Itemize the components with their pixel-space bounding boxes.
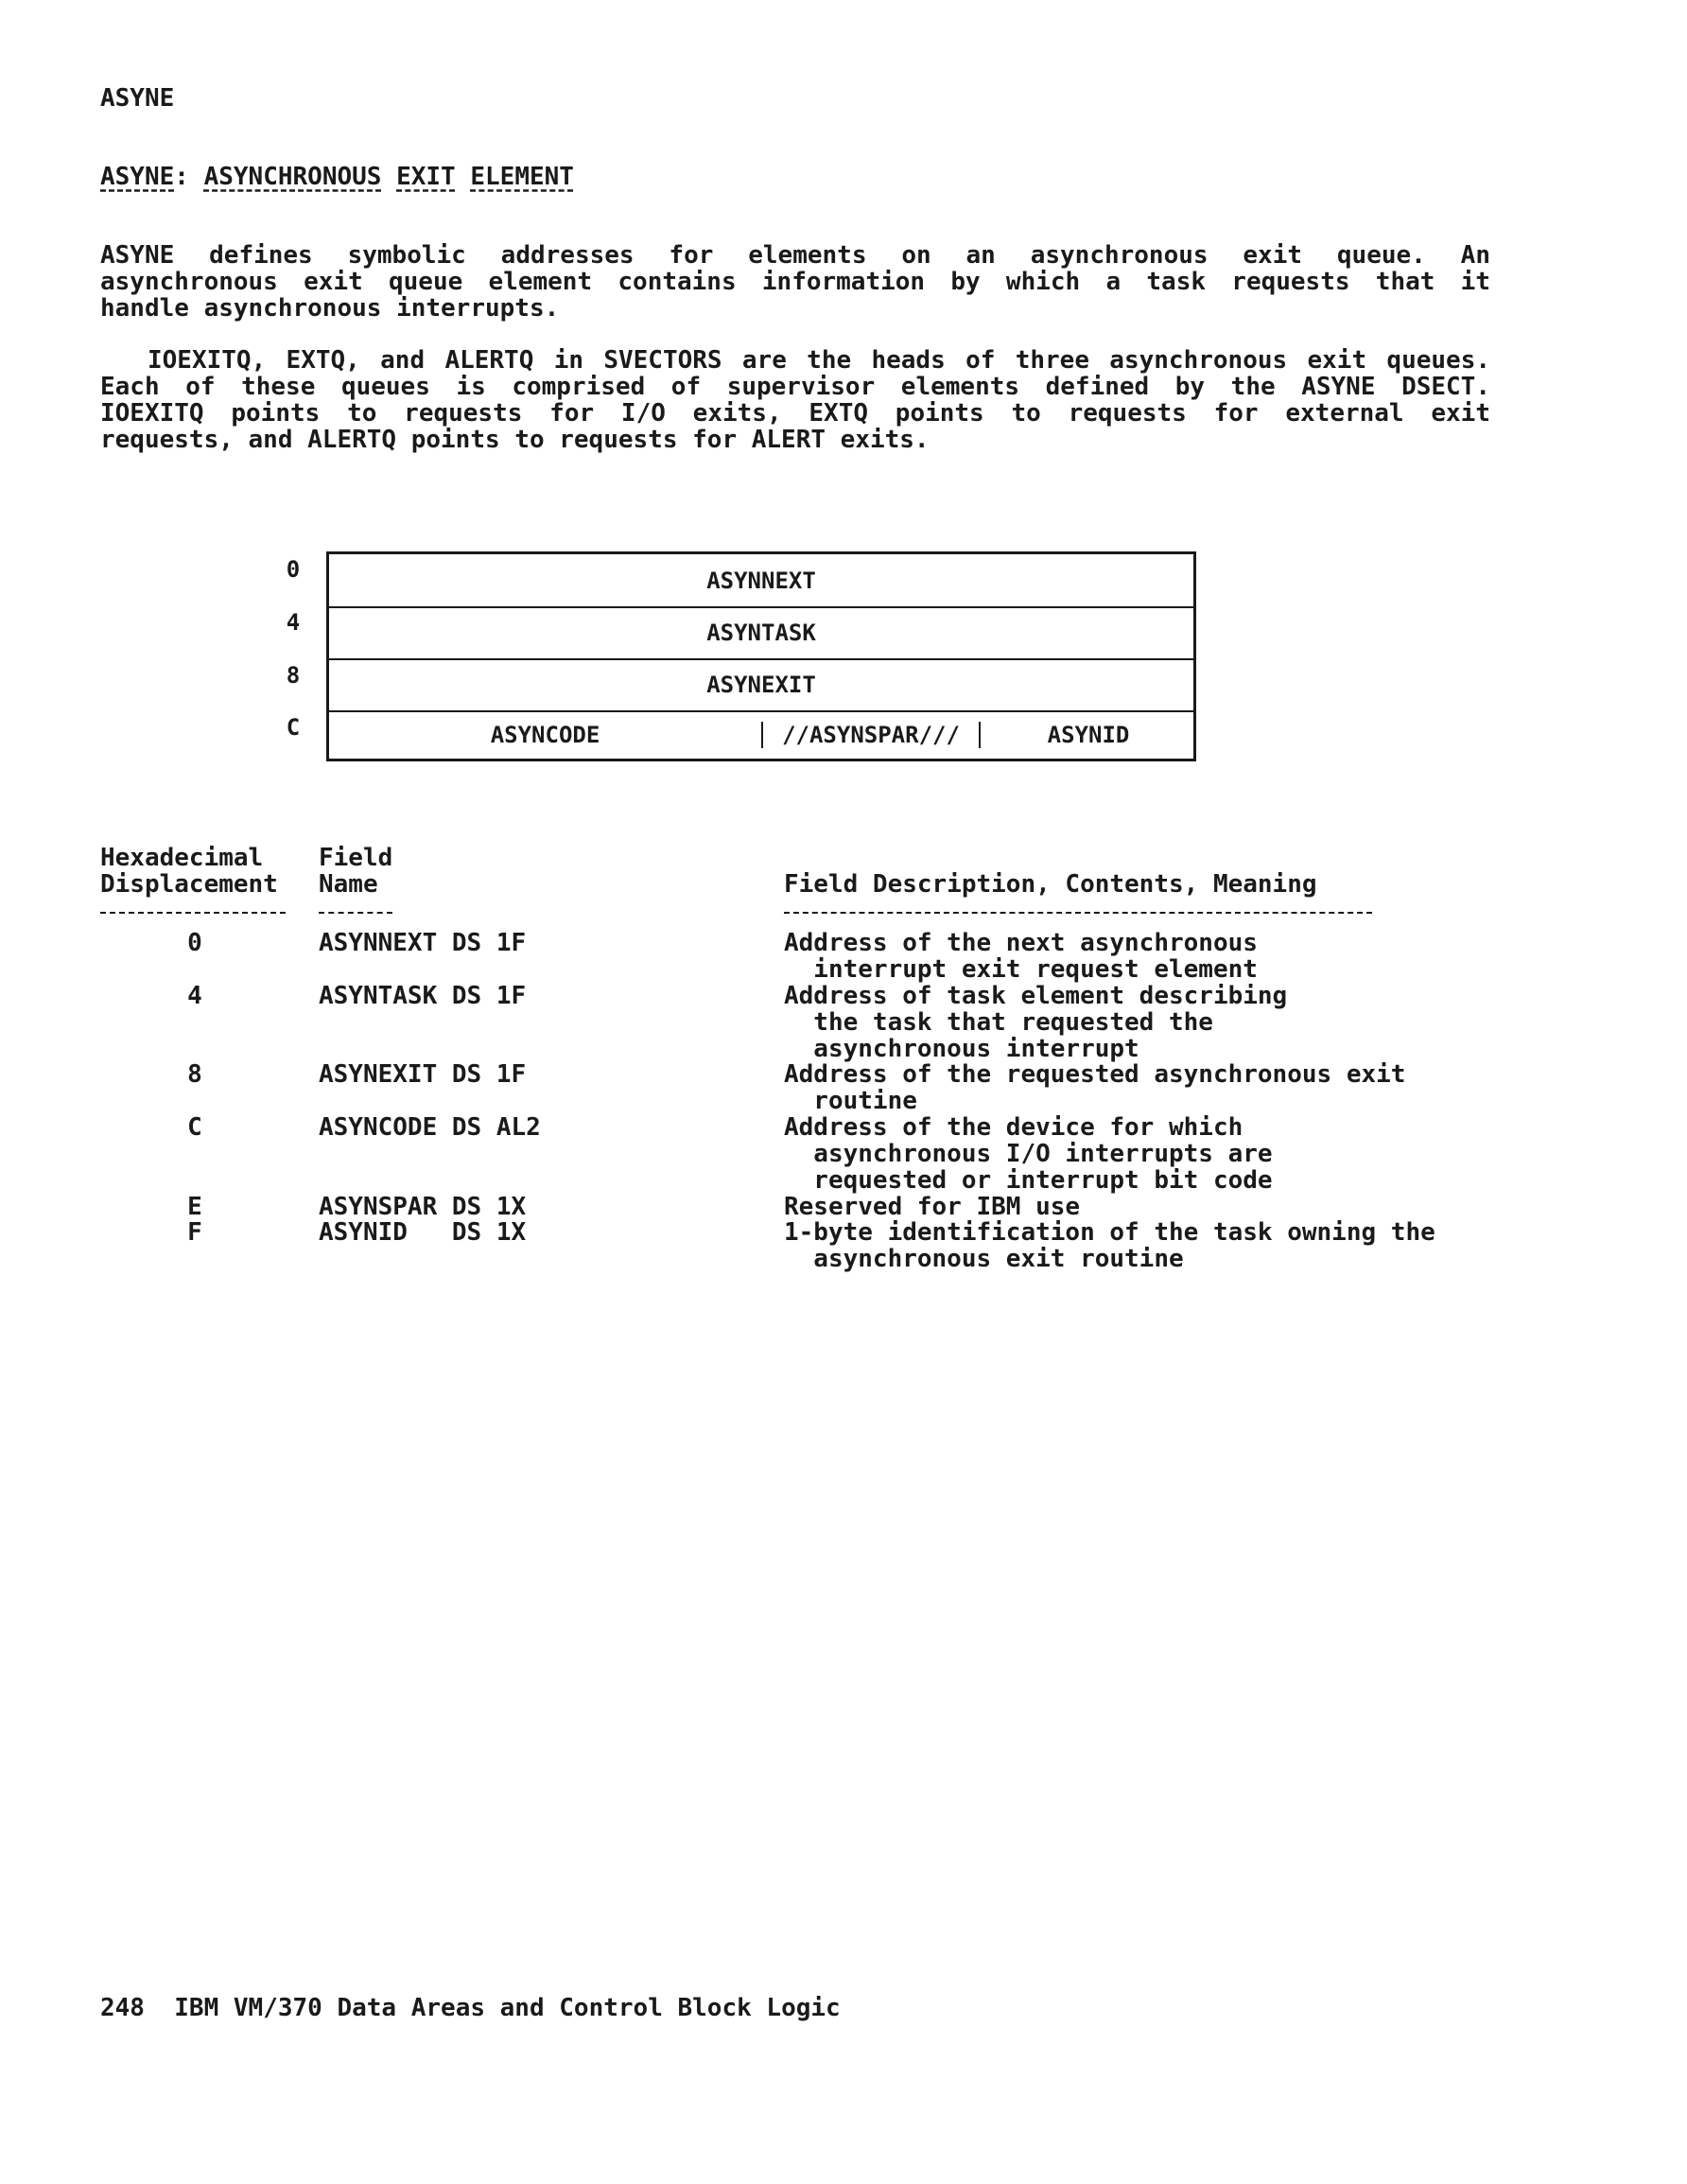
field-asynexit: ASYNEXIT [706,672,816,698]
field-asyncode: ASYNCODE [490,722,600,748]
field-asyntask: ASYNTASK [706,620,816,646]
section-title-word: EXIT [396,163,456,191]
section-title-word: ELEMENT [470,163,574,191]
section-title-word: ASYNCHRONOUS [203,163,382,191]
row-description [784,930,1258,983]
header-hex-line1: Hexadecimal [100,844,264,872]
page-number: 248 [100,1994,145,2022]
layout-row-last [329,708,1193,761]
header-rule [784,912,1372,914]
paragraph-line: Each of these queues is comprised of supervisor elements defined by the ASYNE DSECT. [100,373,1490,401]
description-line: asynchronous interrupt [784,1035,1139,1063]
layout-row [329,606,1193,659]
row-displacement: F [187,1218,202,1247]
description-line: asynchronous exit routine [784,1245,1184,1273]
row-field-name: ASYNTASK DS 1F [319,982,527,1010]
row-description [784,1194,1080,1220]
row-field-name: ASYNSPAR DS 1X [319,1193,527,1221]
paragraph-line: asynchronous exit queue element contains information by which a task requests that it [100,268,1490,296]
book-title: IBM VM/370 Data Areas and Control Block Logic [174,1994,841,2022]
row-displacement: 8 [187,1060,202,1089]
description-line: Address of the requested asynchronous exit [784,1060,1406,1089]
description-line: Reserved for IBM use [784,1193,1081,1221]
section-title-prefix: ASYNE [100,163,175,191]
row-description [784,1061,1405,1114]
description-line: interrupt exit request element [784,955,1258,984]
row-field-name: ASYNID DS 1X [319,1218,527,1247]
header-hex-line2: Displacement [100,870,278,899]
row-displacement: 4 [187,982,202,1010]
header-rule [319,912,392,914]
row-description [784,983,1287,1062]
description-line: Address of the next asynchronous [784,929,1258,957]
description-line: 1-byte identification of the task owning the [784,1218,1435,1247]
section-title [100,164,574,190]
paragraph-line: ASYNE defines symbolic addresses for elements on an asynchronous exit queue. An [100,241,1490,270]
description-line: the task that requested the [784,1008,1213,1037]
page-footer [100,1995,841,2021]
row-field-name: ASYNEXIT DS 1F [319,1060,527,1089]
row-field-name: ASYNNEXT DS 1F [319,929,527,957]
offset-label: C [286,714,301,741]
row-field-name: ASYNCODE DS AL2 [319,1113,541,1142]
offset-label: 0 [286,556,301,583]
offset-label: 4 [286,609,301,636]
control-block-layout [326,551,1196,761]
field-asynid: ASYNID [1047,722,1130,748]
intro-paragraph-1 [100,242,1490,322]
section-title-colon: : [174,163,189,191]
description-line: requested or interrupt bit code [784,1166,1273,1195]
intro-paragraph-2 [100,347,1490,453]
header-name-line2: Name [319,870,378,899]
offset-label: 8 [286,662,301,689]
paragraph-line: handle asynchronous interrupts. [100,294,560,323]
field-asynspar: //ASYNSPAR/// [782,722,960,748]
description-line: Address of task element describing [784,982,1288,1010]
header-name-line1: Field [319,844,393,872]
description-line: routine [784,1087,917,1115]
row-displacement: C [187,1113,202,1142]
layout-row [329,658,1193,711]
row-description [784,1219,1435,1272]
layout-row [329,554,1193,607]
paragraph-line: requests, and ALERTQ points to requests for ALERT exits. [100,426,930,454]
running-title: ASYNE [100,84,175,113]
header-rule [100,912,286,914]
description-line: Address of the device for which [784,1113,1244,1142]
row-displacement: 0 [187,929,202,957]
header-description: Field Description, Contents, Meaning [784,870,1317,899]
row-displacement: E [187,1193,202,1221]
paragraph-line: IOEXITQ points to requests for I/O exits, EXTQ points to requests for external exit [100,399,1490,428]
field-asynnext: ASYNNEXT [706,568,816,594]
paragraph-line: IOEXITQ, EXTQ, and ALERTQ in SVECTORS are the heads of three asynchronous exit queues. [148,346,1490,375]
row-description [784,1114,1273,1194]
description-line: asynchronous I/O interrupts are [784,1140,1273,1168]
